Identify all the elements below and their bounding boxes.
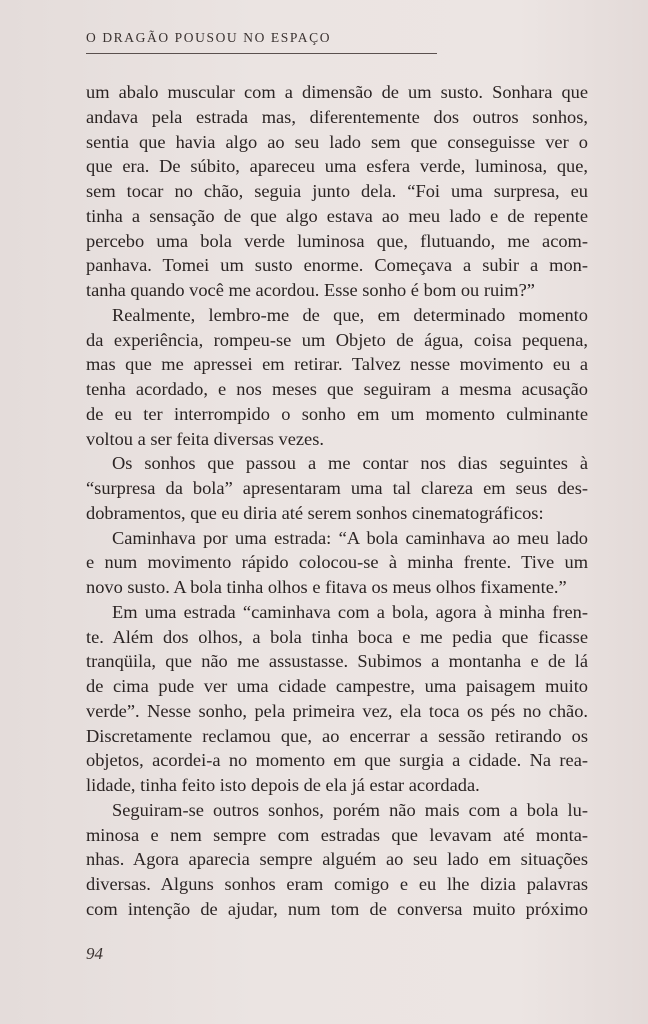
text-line: de cima pude ver uma cidade campestre, uma paisagem muito (86, 676, 588, 696)
text-line: panhava. Tomei um susto enorme. Começava a subir a mon- (86, 255, 588, 276)
text-line: Realmente, lembro-me de que, em determinado momento (112, 304, 588, 325)
text-line: nhas. Agora aparecia sempre alguém ao seu lado em situações (86, 849, 588, 870)
header-rule (86, 53, 437, 54)
text-line: Em uma estrada “caminhava com a bola, agora à minha fren- (112, 601, 588, 622)
text-line: sentia que havia algo ao seu lado sem que conseguisse ver o (86, 131, 588, 152)
text-line: Discretamente reclamou que, ao encerrar a sessão retirando os (86, 725, 588, 746)
text-line: dobramentos, que eu diria até serem sonhos cinematográficos: (86, 502, 544, 523)
text-line: lidade, tinha feito isto depois de ela já estar acordada. (86, 775, 480, 795)
text-line: de eu ter interrompido o sonho em um momento culminante (86, 403, 588, 424)
text-line: objetos, acordei-a no momento em que surgia a cidade. Na rea- (86, 750, 588, 771)
text-line: tenha acordado, e nos meses que seguiram a mesma acusação (86, 379, 588, 399)
text-line: mas que me apressei em retirar. Talvez nesse movimento eu a (86, 354, 588, 375)
text-line: Caminhava por uma estrada: “A bola caminhava ao meu lado (112, 527, 588, 548)
text-line: com intenção de ajudar, num tom de conversa muito próximo (86, 898, 588, 919)
text-line: novo susto. A bola tinha olhos e fitava os meus olhos fixamente.” (86, 577, 567, 597)
text-line: andava pela estrada mas, diferentemente dos outros sonhos, (86, 106, 588, 127)
text-line: um abalo muscular com a dimensão de um susto. Sonhara que (86, 82, 588, 102)
text-line: tranqüila, que não me assustasse. Subimos a montanha e de lá (86, 651, 588, 672)
text-line: diversas. Alguns sonhos eram comigo e eu lhe dizia palavras (86, 874, 588, 894)
text-line: e num movimento rápido colocou-se à minha frente. Tive um (86, 552, 588, 573)
page-number: 94 (86, 944, 103, 963)
text-line: voltou a ser feita diversas vezes. (86, 428, 324, 449)
text-line: verde”. Nesse sonho, pela primeira vez, ela toca os pés no chão. (86, 700, 588, 721)
text-line: tinha a sensação de que algo estava ao meu lado e de repente (86, 205, 588, 226)
body-text (86, 80, 588, 922)
text-line: que era. De súbito, apareceu uma esfera verde, luminosa, que, (86, 156, 588, 177)
text-line: da experiência, rompeu-se um Objeto de água, coisa pequena, (86, 329, 588, 350)
running-head: O DRAGÃO POUSOU NO ESPAÇO (86, 30, 332, 45)
text-line: Seguiram-se outros sonhos, porém não mais com a bola lu- (112, 799, 588, 820)
text-line: tanha quando você me acordou. Esse sonho é bom ou ruim?” (86, 280, 535, 300)
text-line: te. Além dos olhos, a bola tinha boca e me pedia que ficasse (86, 626, 588, 647)
text-line: Os sonhos que passou a me contar nos dias seguintes à (112, 453, 588, 474)
text-line: percebo uma bola verde luminosa que, flutuando, me acom- (86, 230, 588, 251)
text-line: “surpresa da bola” apresentaram uma tal clareza em seus des- (86, 478, 588, 498)
text-line: minosa e nem sempre com estradas que levavam até monta- (86, 824, 588, 845)
text-line: sem tocar no chão, seguia junto dela. “Foi uma surpresa, eu (86, 181, 588, 201)
